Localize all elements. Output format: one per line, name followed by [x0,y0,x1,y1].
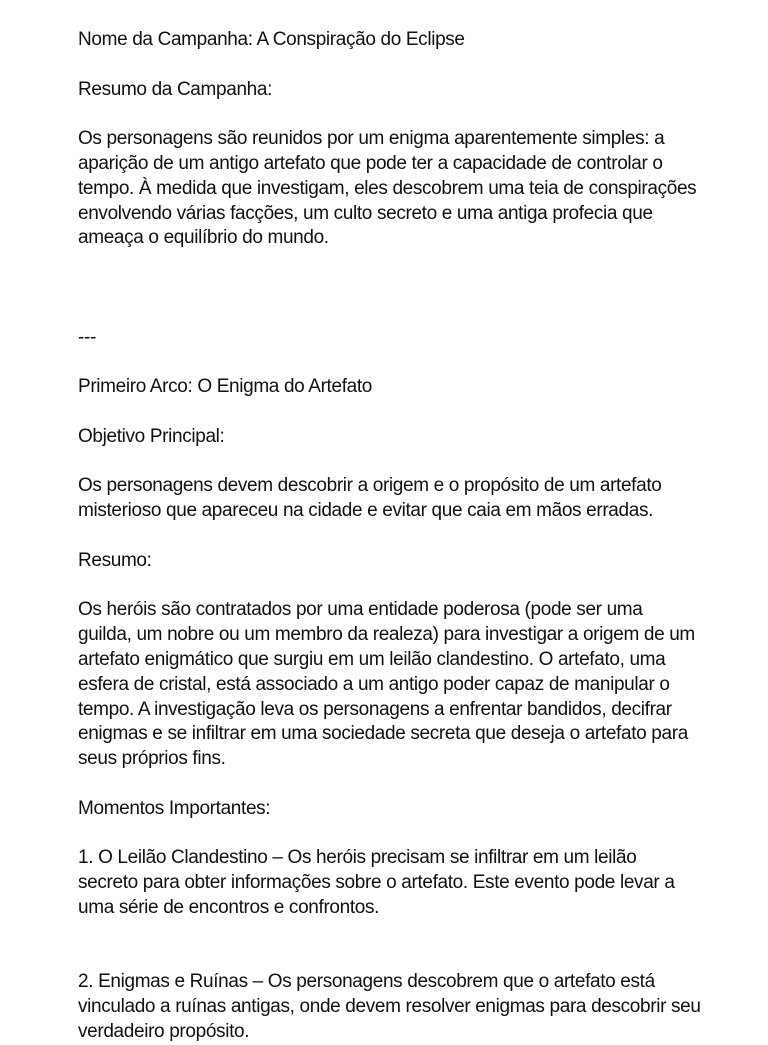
campaign-summary-line: ameaça o equilíbrio do mundo. [78,227,329,249]
summary-heading: Resumo: [78,549,152,571]
moments-heading: Momentos Importantes: [78,797,271,819]
objective-heading: Objetivo Principal: [78,425,225,447]
campaign-summary-line: Os personagens são reunidos por um enigma aparentemente simples: a [78,128,665,150]
campaign-summary-line: tempo. À medida que investigam, eles descobrem uma teia de conspirações [78,177,697,199]
moment-2-line: verdadeiro propósito. [78,1020,250,1042]
campaign-name: Nome da Campanha: A Conspiração do Eclipse [78,29,465,50]
objective-line: misterioso que apareceu na cidade e evitar que caia em mãos erradas. [78,500,654,522]
summary-line: Os heróis são contratados por uma entidade poderosa (pode ser uma [78,599,643,621]
summary-line: esfera de cristal, está associado a um antigo poder capaz de manipular o [78,673,670,695]
campaign-summary-line: aparição de um antigo artefato que pode ter a capacidade de controlar o [78,152,663,174]
summary-line: guilda, um nobre ou um membro da realeza) para investigar a origem de um [78,624,695,646]
moment-1-line: secreto para obter informações sobre o artefato. Este evento pode levar a [78,872,675,894]
campaign-summary-paragraph [78,127,764,251]
summary-line: tempo. A investigação leva os personagens a enfrentar bandidos, decifrar [78,698,672,720]
moment-2-paragraph [78,970,764,1044]
document-body [78,28,764,1045]
arc-title: Primeiro Arco: O Enigma do Artefato [78,376,372,398]
moment-1-paragraph [78,846,764,920]
objective-line: Os personagens devem descobrir a origem e o propósito de um artefato [78,475,662,497]
campaign-summary-heading: Resumo da Campanha: [78,78,273,100]
summary-line: artefato enigmático que surgiu em um leilão clandestino. O artefato, uma [78,648,666,670]
summary-line: seus próprios fins. [78,748,226,770]
summary-paragraph [78,598,764,772]
section-separator: --- [78,326,96,348]
moment-2-line: 2. Enigmas e Ruínas – Os personagens descobrem que o artefato está [78,971,655,993]
objective-paragraph [78,474,764,524]
moment-1-line: 1. O Leilão Clandestino – Os heróis precisam se infiltrar em um leilão [78,847,637,869]
campaign-summary-line: envolvendo várias facções, um culto secreto e uma antiga profecia que [78,202,653,224]
summary-line: enigmas e se infiltrar em uma sociedade secreta que deseja o artefato para [78,723,688,745]
moment-1-line: uma série de encontros e confrontos. [78,896,380,918]
moment-2-line: vinculado a ruínas antigas, onde devem resolver enigmas para descobrir seu [78,996,701,1018]
